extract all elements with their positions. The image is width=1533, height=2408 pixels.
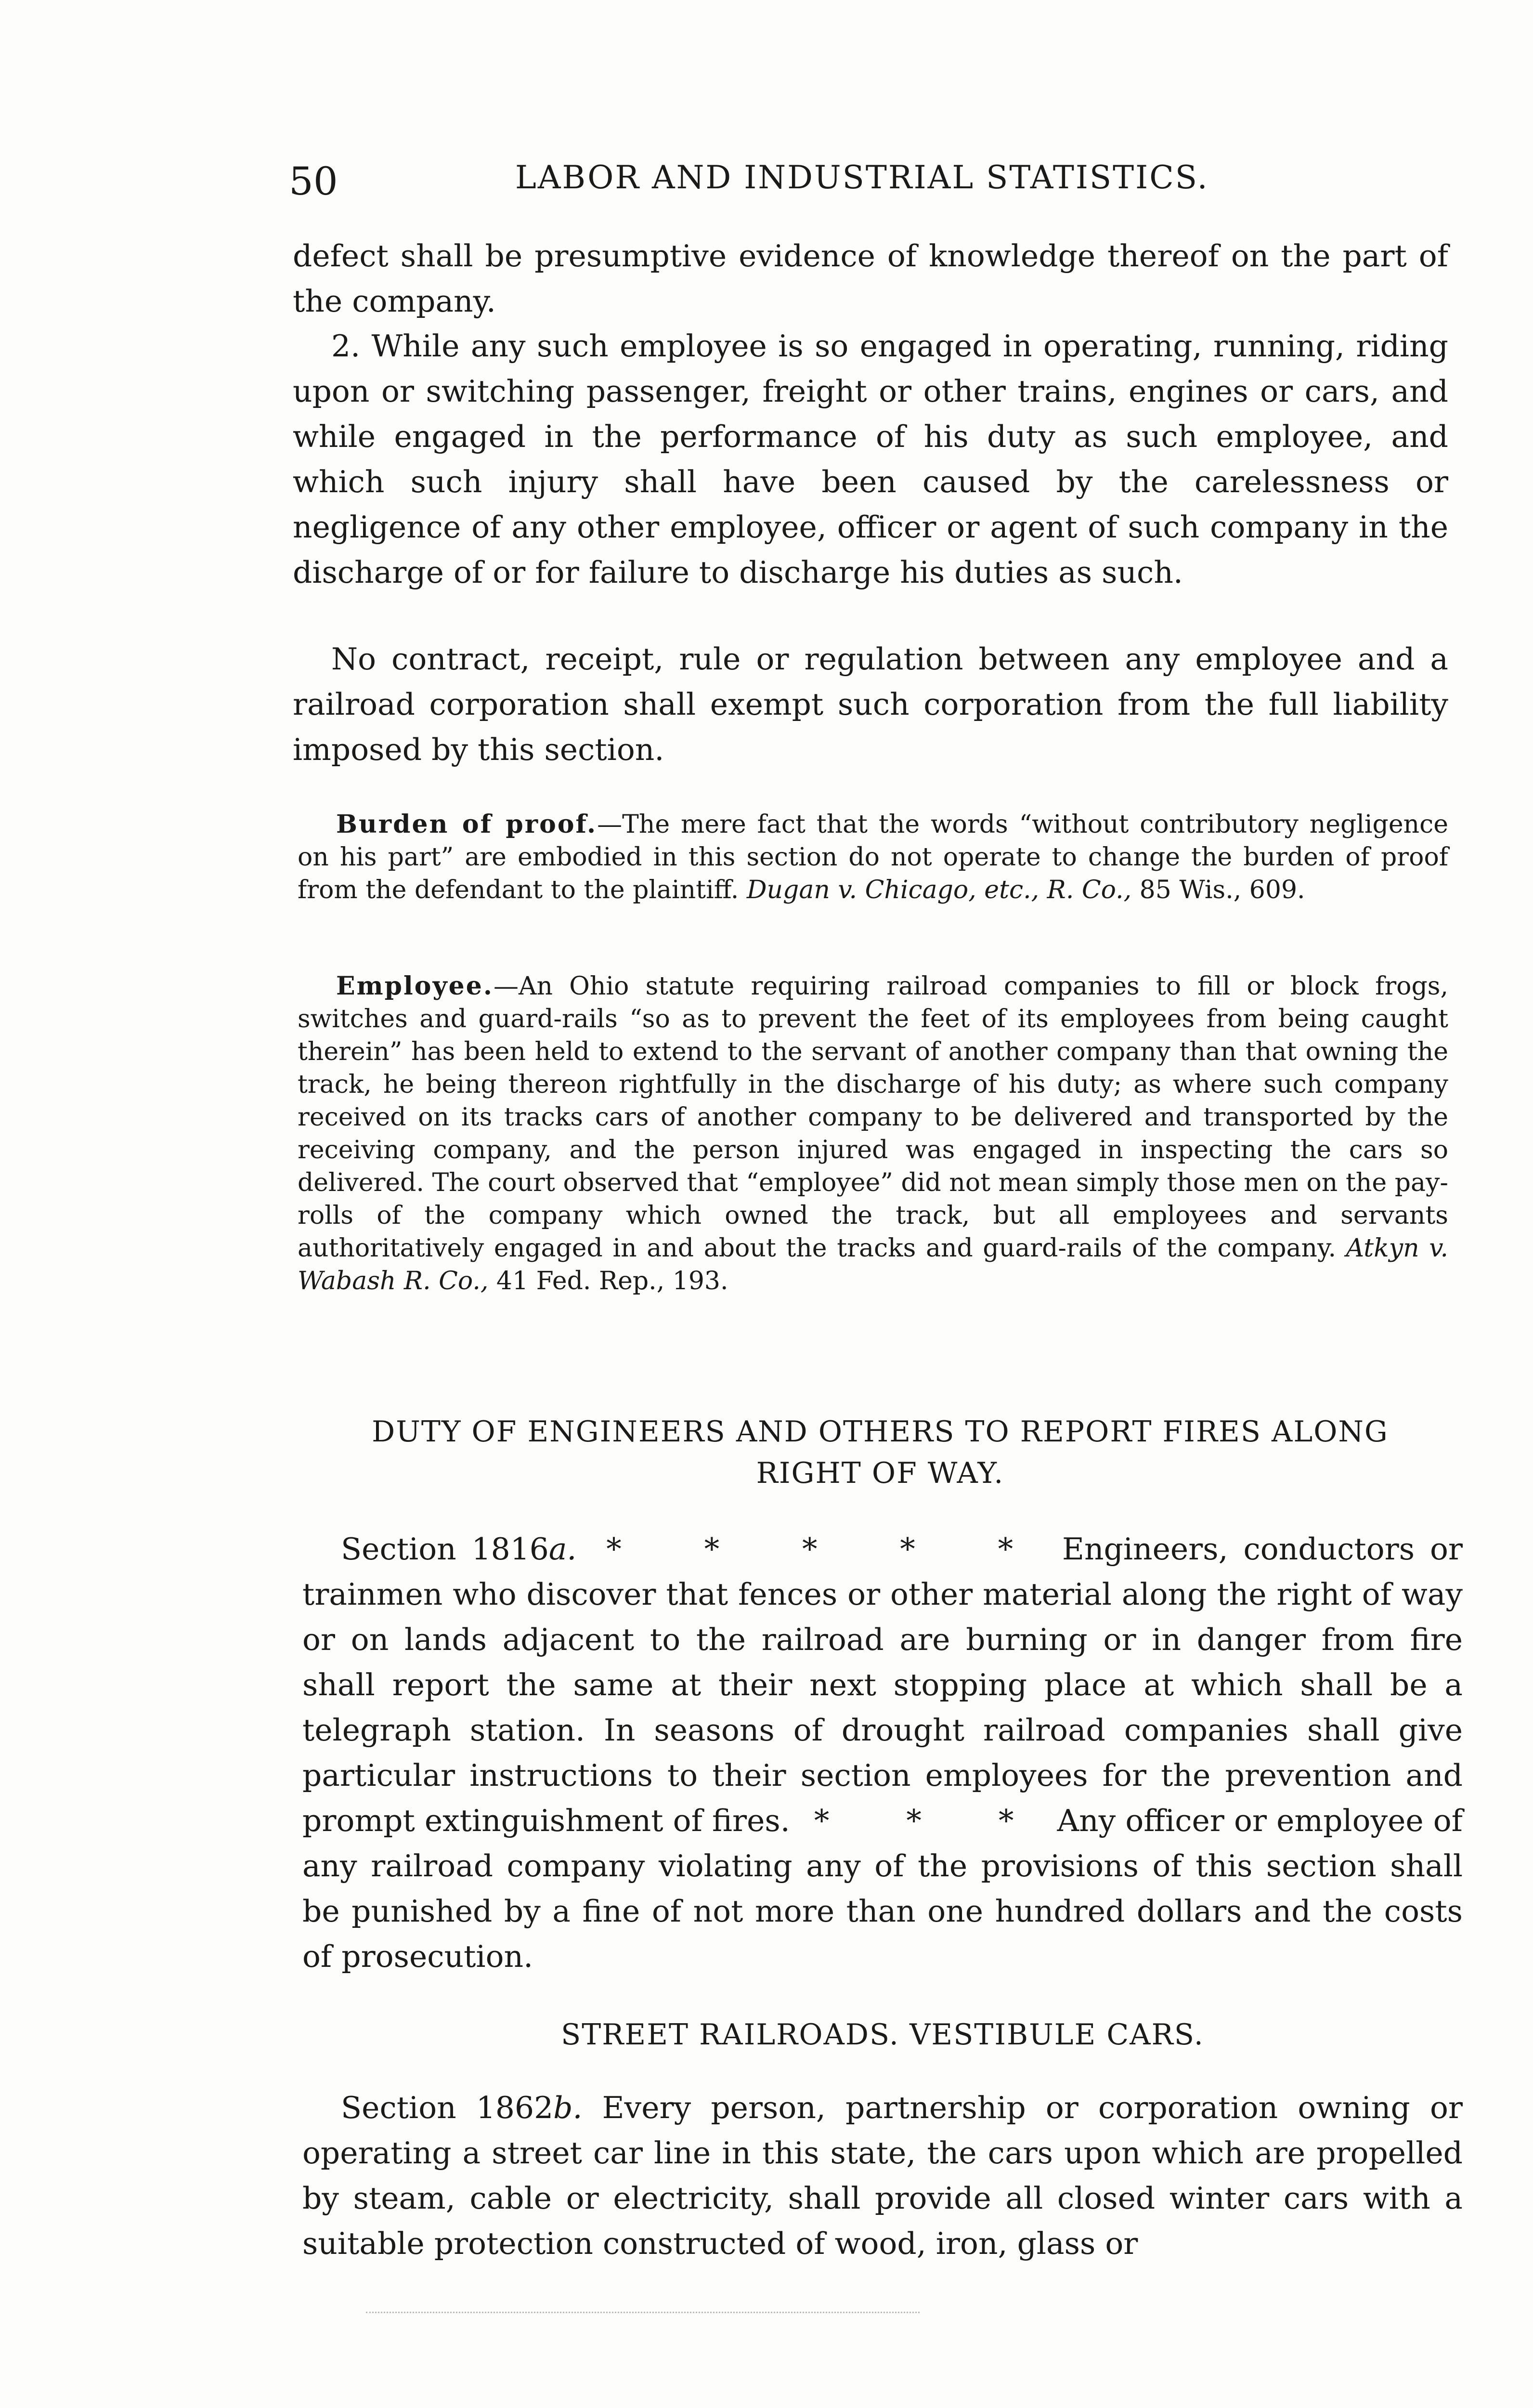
section-heading-duty	[293, 1411, 1468, 1494]
section-label: Section 1862	[341, 2090, 554, 2125]
no-contract-paragraph: No contract, receipt, rule or regulation between any employee and a railroad corporation shall exempt such corporation from the full liability imposed by this section.	[293, 641, 1448, 767]
note-lead: Burden of proof.	[336, 810, 598, 839]
section-text: Any officer or employee of any railroad company violating any of the provisions of this section shall be punished by a fine of not more than one hundred dollars and the costs of prosecution.	[302, 1803, 1463, 1974]
note-text: —The mere fact that the words “without contributory negligence on his part” are embodied in this section do not operate to change the burden of proof from the defendant to the plaintiff.	[298, 810, 1448, 904]
omission-stars: * * *	[814, 1803, 1048, 1838]
note-text: —An Ohio statute requiring railroad companies to fill or block frogs, switches and guard-rails “so as to prevent the feet of its employees from being caught therein” has been held to extend to the servant of another company than that owning the track, he being thereon rightfully in the discharge of his duty; as where such company received on its tracks cars of another company to be delivered and transported by the receiving company, and the person injured was engaged in inspecting the cars so delivered. The court observed that “employee” did not mean simply those men on the pay-rolls of the company which owned the track, but all employees and servants authoritatively engaged in and about the tracks and guard-rails of the company.	[298, 972, 1448, 1263]
note-employee	[298, 970, 1448, 1297]
omission-stars: * * * * *	[606, 1531, 1047, 1567]
case-reference: 85 Wis., 609.	[1139, 876, 1305, 904]
heading-line: DUTY OF ENGINEERS AND OTHERS TO REPORT FIRES ALONG	[372, 1415, 1389, 1449]
section-label-suffix: a.	[548, 1531, 577, 1567]
heading-line: RIGHT OF WAY.	[756, 1456, 1004, 1490]
case-citation: Dugan v. Chicago, etc., R. Co.,	[746, 876, 1132, 904]
page-number: 50	[289, 159, 338, 204]
case-citation: Atkyn v. Wabash R. Co.,	[298, 1234, 1448, 1296]
section-1862b-paragraph	[302, 2085, 1463, 2266]
note-burden-of-proof	[298, 808, 1448, 906]
continuation-paragraph: defect shall be presumptive evidence of knowledge thereof on the part of the company.	[293, 238, 1448, 319]
scan-smudge	[366, 2312, 920, 2316]
section-text: Engineers, conductors or trainmen who discover that fences or other material along the right of way or on lands adjacent to the railroad are burning or in danger from fire shall report the same at their next stopping place at which shall be a telegraph station. In seasons of drought railroad companies shall give particular instructions to their section employees for the prevention and prompt extinguishment of fires.	[302, 1531, 1463, 1838]
item-2-paragraph: 2. While any such employee is so engaged in operating, running, riding upon or switching passenger, freight or other trains, engines or cars, and while engaged in the performance of his duty as such employee, and which such injury shall have been caused by the carelessness or negligence of any other employee, officer or agent of such company in the discharge of or for failure to discharge his duties as such.	[293, 328, 1448, 590]
section-heading-street-railroads: STREET RAILROADS. VESTIBULE CARS.	[561, 2018, 1204, 2052]
case-reference: 41 Fed. Rep., 193.	[496, 1267, 728, 1296]
section-1816a-paragraph	[302, 1527, 1463, 1979]
running-title: LABOR AND INDUSTRIAL STATISTICS.	[515, 159, 1209, 196]
page-header	[289, 159, 1454, 212]
section-label: Section 1816	[341, 1531, 549, 1567]
section-text: Every person, partnership or corporation owning or operating a street car line in this state, the cars upon which are propelled by steam, cable or electricity, shall provide all closed winter cars with a suitable protection constructed of wood, iron, glass or	[302, 2090, 1463, 2261]
note-lead: Employee.	[336, 971, 494, 1001]
section-label-suffix: b.	[553, 2090, 583, 2125]
